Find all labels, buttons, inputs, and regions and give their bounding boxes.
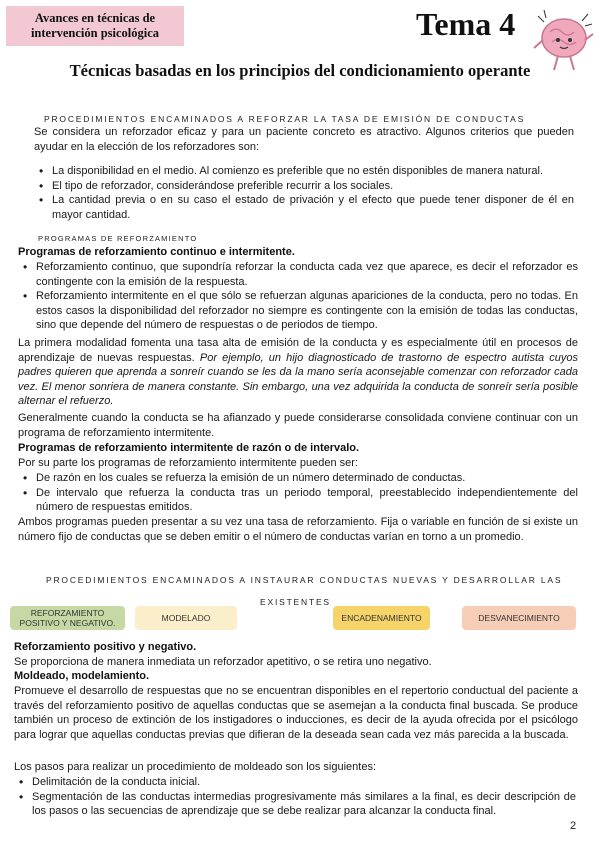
pill-reforzamiento xyxy=(10,606,125,630)
paragraph-primera-modalidad xyxy=(18,336,578,409)
paragraph-por-su-parte: Por su parte los programas de reforzamiento intermitente pueden ser: xyxy=(18,457,358,469)
list-item: • El tipo de reforzador, considerándose preferible recurrir a los sociales. xyxy=(36,179,574,194)
paragraph-promueve: Promueve el desarrollo de respuestas que no se encuentran disponibles en el repertorio conductual del paciente a través del reforzamiento positivo de aquellas conductas que se asemejan a la conducta final buscada. Se produce también un proceso de extinción de los instigadores o inducciones, es decir de la ayuda ofrecida por el psicólogo para lograr que aquellas conductas previas que difieran de la deseada sean cada vez más parecida a la buscada. xyxy=(14,685,578,741)
pill-label: DESVANECIMIENTO xyxy=(478,613,560,623)
criteria-list xyxy=(36,164,574,222)
section-heading-reforzar: PROCEDIMIENTOS ENCAMINADOS A REFORZAR LA TASA DE EMISIÓN DE CONDUCTAS xyxy=(44,114,526,124)
list-item: • La disponibilidad en el medio. Al comienzo es preferible que no estén disponibles de manera natural. xyxy=(36,164,574,179)
intermitente-list xyxy=(20,471,578,515)
subheading-continuo: Programas de reforzamiento continuo e intermitente. xyxy=(18,246,295,258)
pill-label: REFORZAMIENTO POSITIVO Y NEGATIVO. xyxy=(19,608,116,628)
paragraph-text: La primera modalidad fomenta una tasa alta de emisión de la conducta y es especialmente útil en procesos de aprendizaje de nuevas respuestas. xyxy=(18,337,578,364)
list-item: • Reforzamiento intermitente en el que sólo se refuerzan algunas apariciones de la conducta, pero no todas. En estos casos la disponibilidad del reforzador no siempre es contingente con la emisión de todas las conductas, sino que depende del número de respuestas o de periodos de tiempo. xyxy=(20,289,578,333)
list-item: • Segmentación de las conductas intermedias progresivamente más similares a la final, es decir descripción de los pasos o las secuencias de aprendizaje que se debe realizar para alcanzar la conducta final. xyxy=(16,790,576,819)
section-heading-instaurar: PROCEDIMIENTOS ENCAMINADOS A INSTAURAR CONDUCTAS NUEVAS Y DESARROLLAR LAS xyxy=(46,575,563,585)
section-heading-programas: PROGRAMAS DE REFORZAMIENTO xyxy=(38,234,198,243)
page-title: Técnicas basadas en los principios del condicionamiento operante xyxy=(69,61,531,80)
course-badge xyxy=(6,6,184,46)
list-item: • De razón en los cuales se refuerza la emisión de un número determinado de conductas. xyxy=(20,471,578,486)
moldeado-steps-list xyxy=(16,775,576,819)
tema-heading: Tema 4 xyxy=(416,6,516,42)
subheading-positivo-negativo: Reforzamiento positivo y negativo. xyxy=(14,641,197,653)
paragraph-ambos: Ambos programas pueden presentar a su vez una tasa de reforzamiento. Fija o variable en función de si existe un número fijo de conductas que se deben emitir o el número de conductas varían en torno a un promedio. xyxy=(18,516,578,543)
pill-label: ENCADENAMIENTO xyxy=(341,613,422,623)
subheading-razon: Programas de reforzamiento intermitente de razón o de intervalo. xyxy=(18,442,360,454)
pill-modelado xyxy=(135,606,237,630)
example-text: Por ejemplo, un hijo diagnosticado de trastorno de espectro autista cuyos padres quieren que aprenda a sonreír cuando se les da la mano sería aconsejable comenzar con reforzador cada vez. El menor sonriera de manera constante. Sin embargo, una vez adquirida la conducta de sonreír sería posible alternar el refuerzo. xyxy=(18,351,578,407)
paragraph-pasos: Los pasos para realizar un procedimiento de moldeado son los siguientes: xyxy=(14,761,376,773)
page-number: 2 xyxy=(570,820,577,832)
pill-encadenamiento xyxy=(333,606,430,630)
list-item: • De intervalo que refuerza la conducta tras un periodo temporal, preestablecido independientemente del número de respuestas emitidos. xyxy=(20,486,578,515)
paragraph-generalmente: Generalmente cuando la conducta se ha afianzado y puede considerarse consolidada conviene continuar con un programa de reforzamiento intermitente. xyxy=(18,412,578,439)
list-item: • La cantidad previa o en su caso el estado de privación y el efecto que puede tener disponer de él en mayor cantidad. xyxy=(36,193,574,222)
reforzamiento-list xyxy=(20,260,578,333)
list-item: • Delimitación de la conducta inicial. xyxy=(16,775,576,790)
pill-label: MODELADO xyxy=(161,613,211,623)
list-item: • Reforzamiento continuo, que supondría reforzar la conducta cada vez que aparece, es decir el reforzador es contingente con la emisión de la respuesta. xyxy=(20,260,578,289)
paragraph-proporciona: Se proporciona de manera inmediata un reforzador apetitivo, o se retira uno negativo. xyxy=(14,656,432,668)
subheading-moldeado: Moldeado, modelamiento. xyxy=(14,670,150,682)
section1-intro: Se considera un reforzador eficaz y para un paciente concreto es atractivo. Algunos criterios que pueden ayudar en la elección de los reforzadores son: xyxy=(34,126,574,153)
section-heading-instaurar-2: EXISTENTES xyxy=(260,597,331,607)
pill-desvanecimiento xyxy=(462,606,576,630)
course-badge-text: Avances en técnicas de intervención psicológica xyxy=(30,11,160,40)
